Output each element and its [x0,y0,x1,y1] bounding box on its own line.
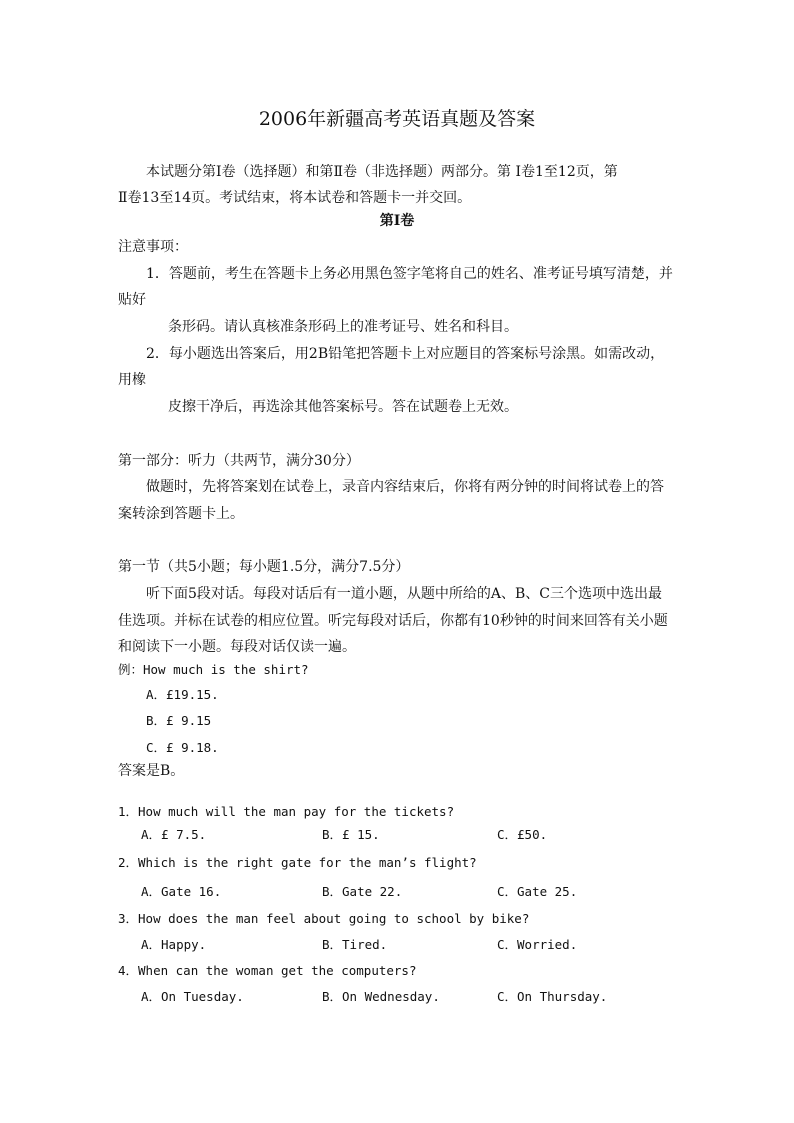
volume-heading: 第Ⅰ卷 [379,213,415,229]
notes-heading: 注意事项： [118,239,188,255]
question-option-c: C．£50. [497,827,548,842]
question-option-b: B．£ 15. [322,827,380,842]
notes-item2-line1: 2．每小题选出答案后，用2B铅笔把答题卡上对应题目的答案标号涂黑。如需改动， [146,346,665,362]
part1-desc-line1: 做题时，先将答案划在试卷上，录音内容结束后，你将有两分钟的时间将试卷上的答 [146,479,664,495]
question-option-b: B．Gate 22. [322,884,403,899]
question-option-a: A．Gate 16. [141,884,222,899]
example-option-c: C．£ 9.18. [146,740,219,755]
question-option-c: C．On Thursday. [497,989,608,1004]
question-option-b: B．Tired. [322,937,388,952]
notes-item1-line1: 1．答题前，考生在答题卡上务必用黑色签字笔将自己的姓名、准考证号填写清楚，并 [146,266,673,282]
question-stem: 4．When can the woman get the computers? [118,963,417,978]
intro-line-2: Ⅱ卷13至14页。考试结束，将本试卷和答题卡一并交回。 [118,190,472,206]
section1-desc-line1: 听下面5段对话。每段对话后有一道小题，从题中所给的A、B、C三个选项中选出最 [146,586,663,602]
example-question: 例：How much is the shirt? [118,662,309,677]
question-stem: 1．How much will the man pay for the tickets? [118,804,455,819]
question-option-a: A．Happy. [141,937,207,952]
part1-desc-line2: 案转涂到答题卡上。 [118,506,244,522]
question-option-c: C．Gate 25. [497,884,578,899]
notes-item2-line2: 用橡 [118,372,146,388]
question-option-a: A．On Tuesday. [141,989,244,1004]
section1-heading: 第一节（共5小题；每小题1.5分，满分7.5分） [118,559,410,575]
example-option-b: B．£ 9.15 [146,713,212,728]
notes-item1-line2: 贴好 [118,292,146,308]
question-option-a: A．£ 7.5. [141,827,207,842]
question-option-c: C．Worried. [497,937,578,952]
notes-item2-line3: 皮擦干净后，再选涂其他答案标号。答在试题卷上无效。 [168,399,518,415]
question-option-b: B．On Wednesday. [322,989,440,1004]
intro-line-1: 本试题分第Ⅰ卷（选择题）和第Ⅱ卷（非选择题）两部分。第 Ⅰ卷1至12页，第 [146,164,618,180]
part1-heading: 第一部分：听力（共两节，满分30分） [118,453,360,469]
example-option-a: A．£19.15. [146,687,219,702]
question-stem: 3．How does the man feel about going to school by bike? [118,911,530,926]
section1-desc-line2: 佳选项。并标在试卷的相应位置。听完每段对话后，你都有10秒钟的时间来回答有关小题 [118,613,668,629]
question-stem: 2．Which is the right gate for the man’s flight? [118,855,477,870]
section1-desc-line3: 和阅读下一小题。每段对话仅读一遍。 [118,639,356,655]
page-title: 2006年新疆高考英语真题及答案 [258,108,536,130]
example-answer: 答案是B。 [118,763,185,779]
notes-item1-line3: 条形码。请认真核准条形码上的准考证号、姓名和科目。 [168,319,518,335]
